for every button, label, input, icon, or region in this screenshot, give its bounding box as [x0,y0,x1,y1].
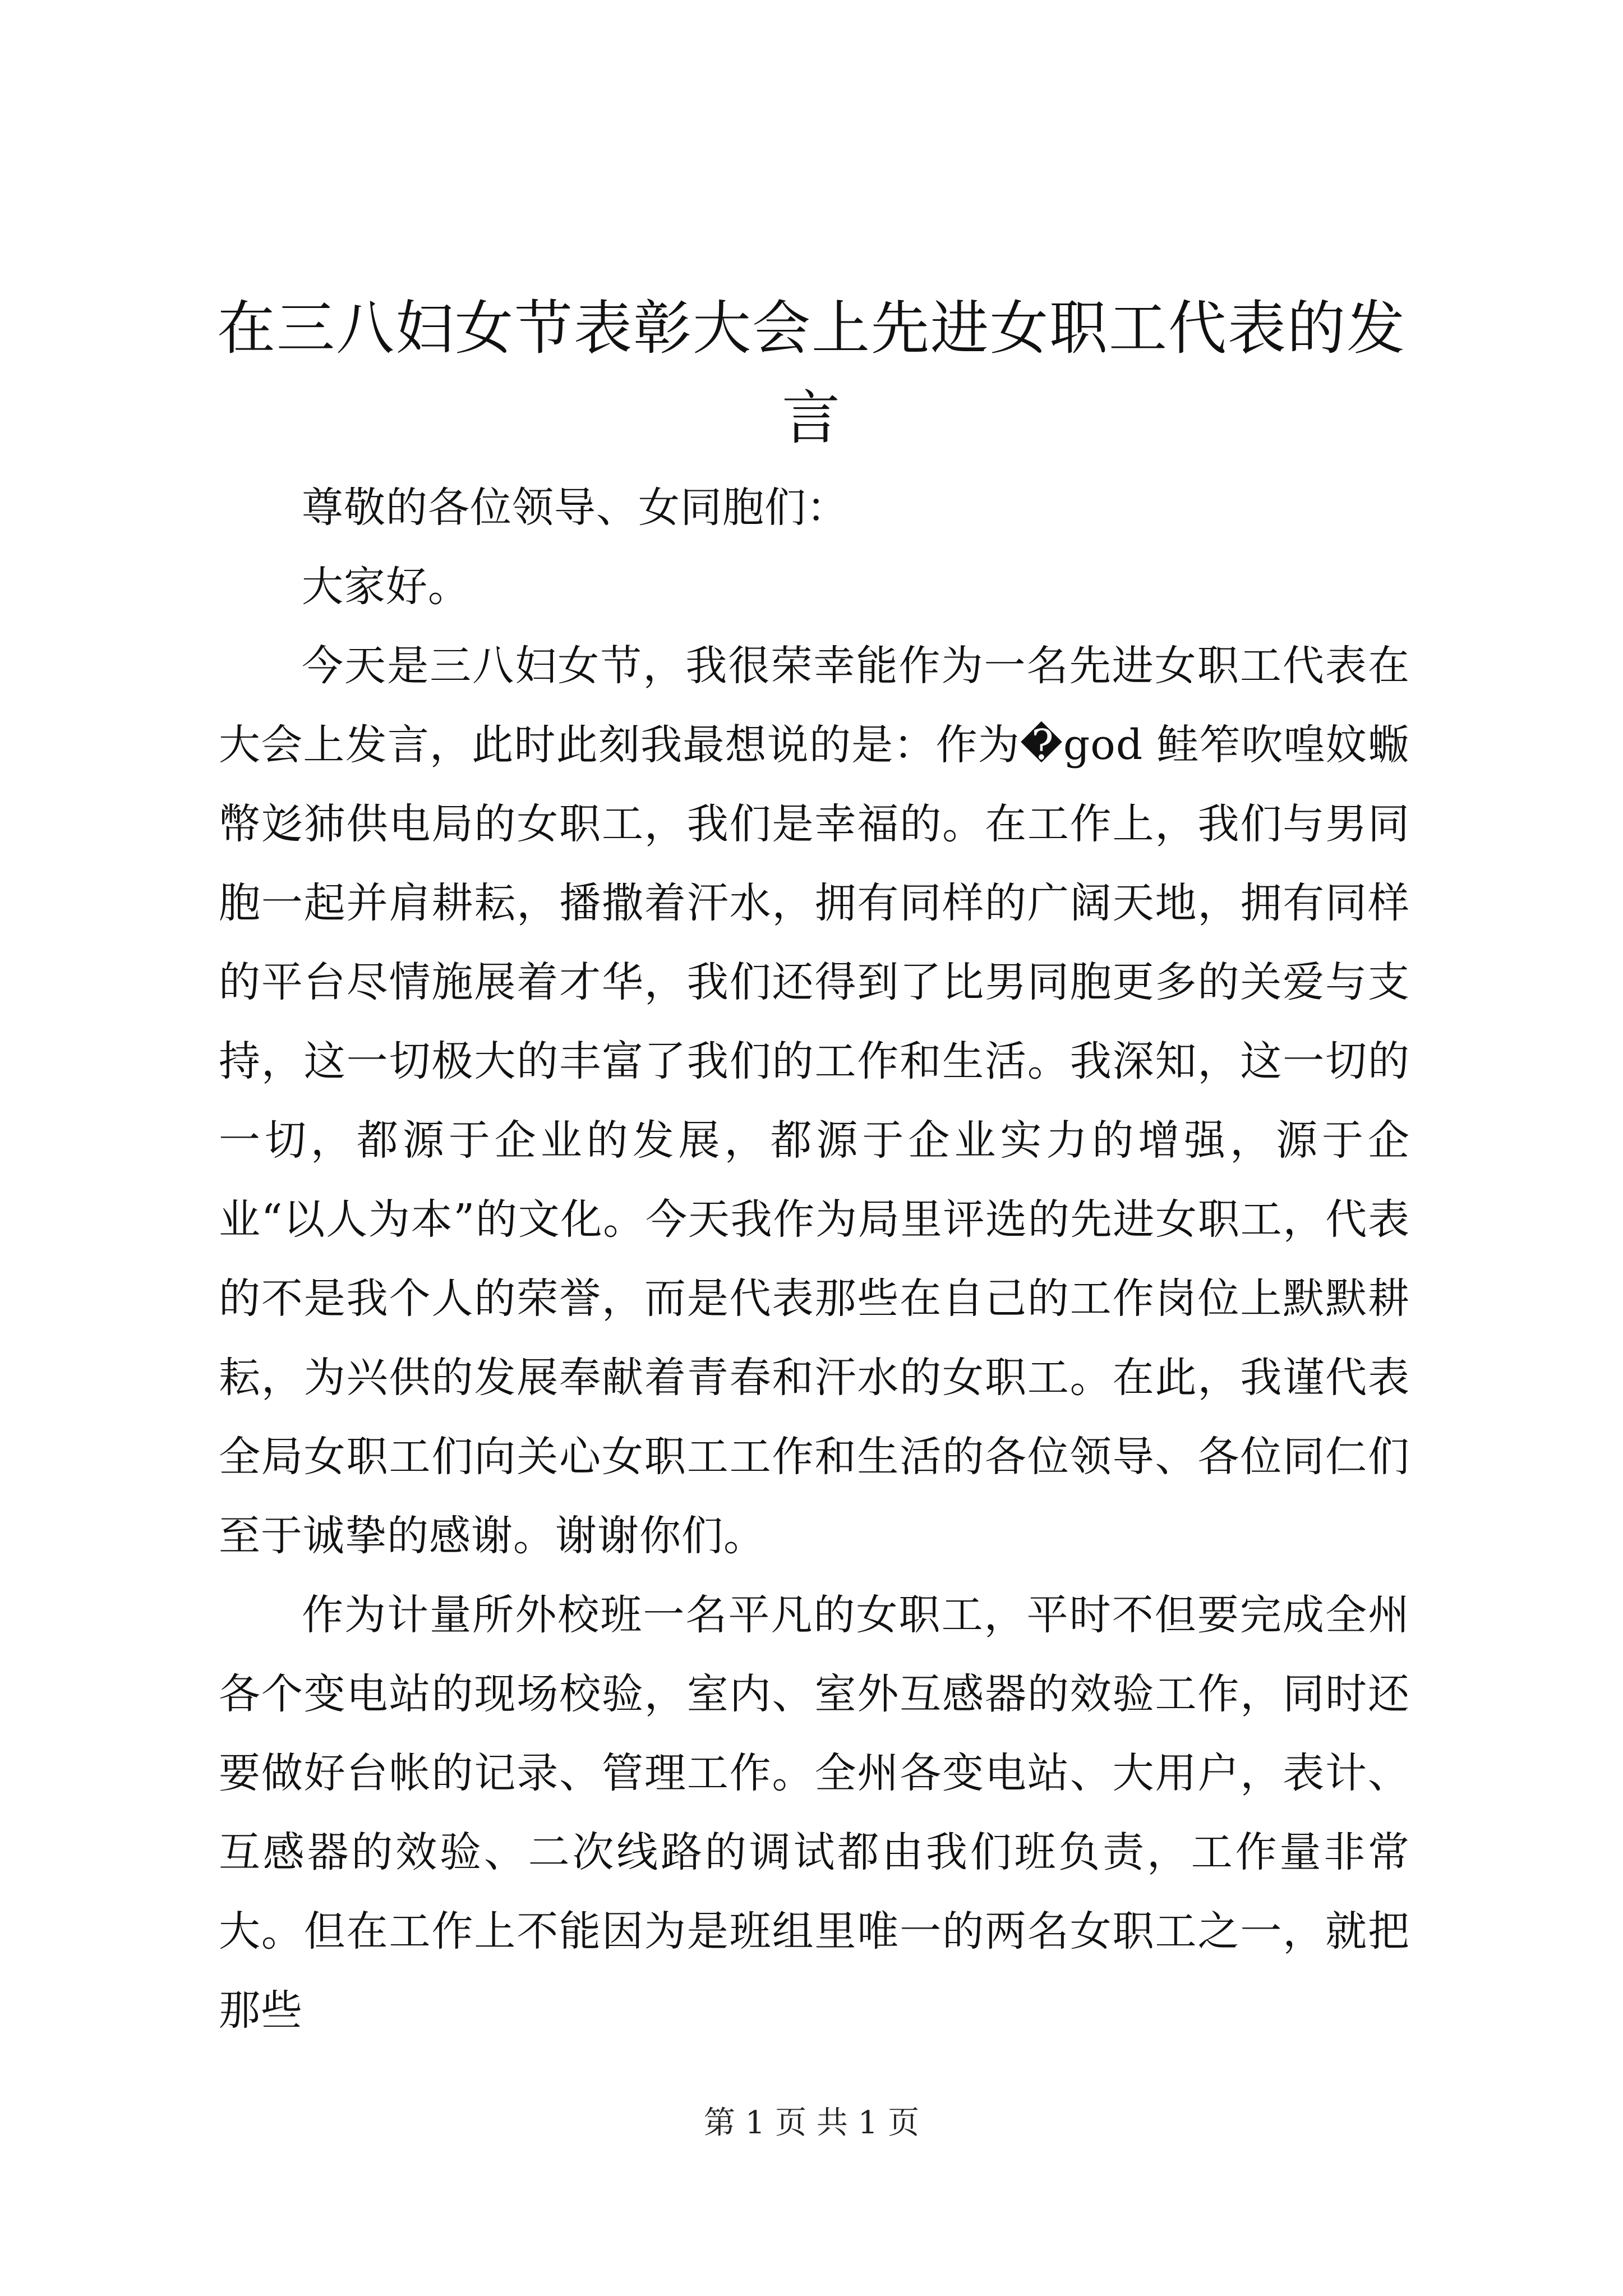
paragraph-greeting: 大家好。 [302,563,470,611]
paragraph-body-2: 作为计量所外校班一名平凡的女职工，平时不但要完成全州各个变电站的现场校验，室内、室外互感器的效验工作，同时还要做好台帐的记录、管理工作。全州各变电站、大用户，表计、互感器的效验、二次线路的调试都由我们班负责，工作量非常大。但在工作上不能因为是班组里唯一的两名女职工之一，就把那些 [219,1591,1410,2035]
page-footer: 第 1 页 共 1 页 [703,2105,920,2141]
paragraph-body-1: 今天是三八妇女节，我很荣幸能作为一名先进女职工代表在大会上发言，此时此刻我最想说的是：作为�god 鲑笮吹喤妏蝂幣彣犻供电局的女职工，我们是幸福的。在工作上，我们与男同胞一起并肩耕耘，播撒着汗水，拥有同样的广阔天地，拥有同样的平台尽情施展着才华，我们还得到了比男同胞更多的关爱与支持，这一切极大的丰富了我们的工作和生活。我深知，这一切的一切，都源于企业的发展，都源于企业实力的增强，源于企业“以人为本”的文化。今天我作为局里评选的先进女职工，代表的不是我个人的荣誉，而是代表那些在自己的工作岗位上默默耕耘，为兴供的发展奉献着青春和汗水的女职工。在此，我谨代表全局女职工们向关心女职工工作和生活的各位领导、各位同仁们至于诚挚的感谢。谢谢你们。 [219,642,1410,1560]
document-body [219,468,1410,2050]
paragraph-salutation: 尊敬的各位领导、女同胞们： [302,484,849,532]
document-title: 在三八妇女节表彰大会上先进女职工代表的发言 [216,294,1406,452]
